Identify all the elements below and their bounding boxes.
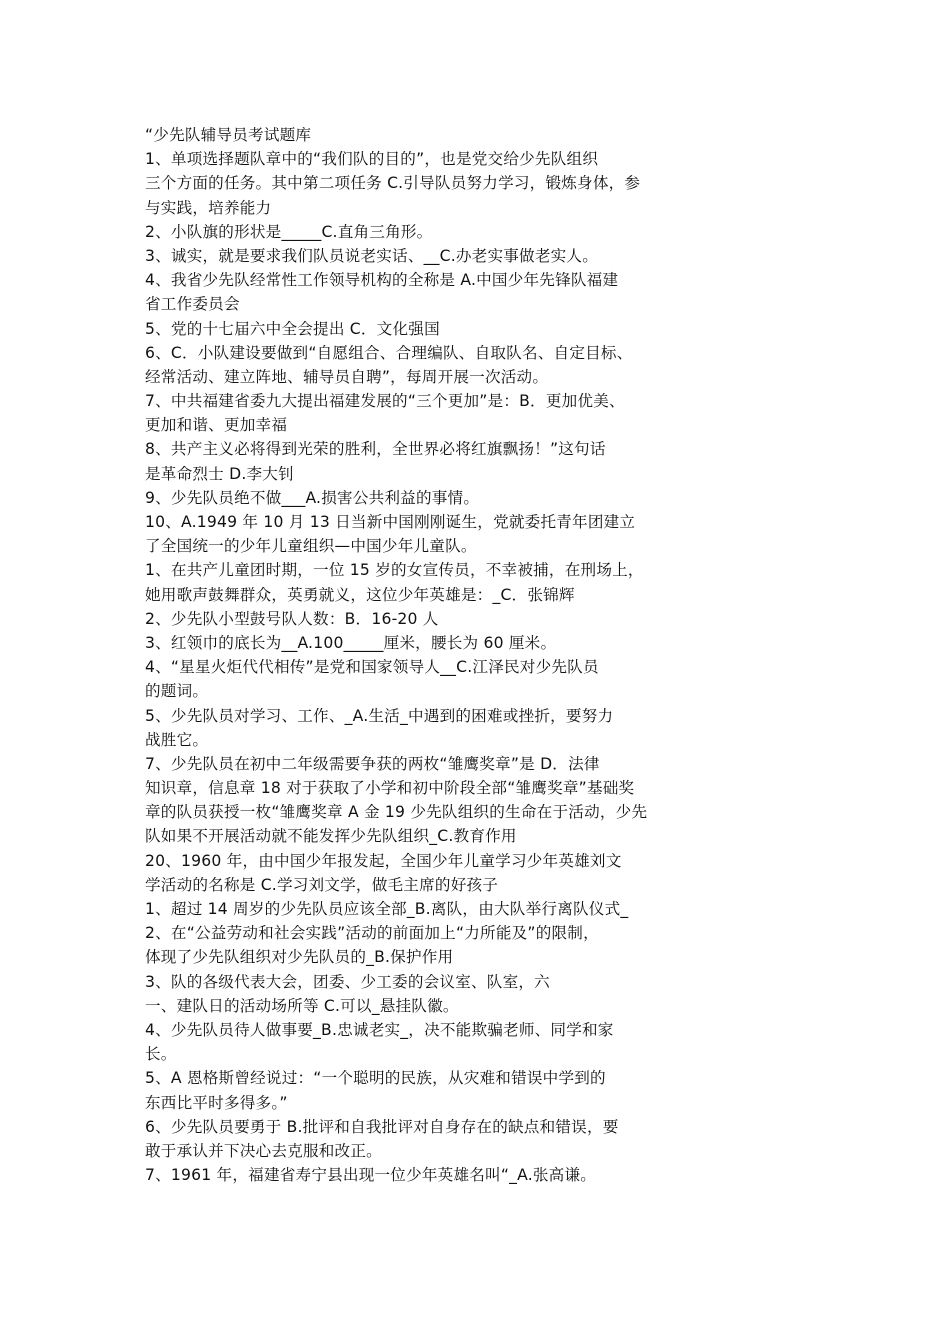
- text-line: 5、A 恩格斯曾经说过：“一个聪明的民族，从灾难和错误中学到的: [145, 1069, 606, 1088]
- text-line: 三个方面的任务。其中第二项任务 C.引导队员努力学习，锻炼身体，参: [145, 174, 641, 193]
- text-line: 3、队的各级代表大会，团委、少工委的会议室、队室，六: [145, 972, 550, 991]
- text-line: 战胜它。: [145, 730, 209, 749]
- text-line: 章的队员获授一枚“雏鹰奖章 A 金 19 少先队组织的生命在于活动，少先: [145, 803, 648, 822]
- text-line: 5、党的十七届六中全会提出 C．文化强国: [145, 319, 440, 338]
- text-line: 2、少先队小型鼓号队人数：B．16-20 人: [145, 609, 439, 628]
- text-line: 6、C．小队建设要做到“自愿组合、合理编队、自取队名、自定目标、: [145, 343, 633, 362]
- text-line: 队如果不开展活动就不能发挥少先队组织_C.教育作用: [145, 827, 517, 846]
- text-line: 1、超过 14 周岁的少先队员应该全部_B.离队，由大队举行离队仪式_: [145, 900, 629, 918]
- text-line: 与实践，培养能力: [145, 198, 272, 217]
- text-line: 了全国统一的少年儿童组织—中国少年儿童队。: [145, 537, 477, 556]
- text-line: 的题词。: [145, 682, 209, 701]
- text-line: 2、在“公益劳动和社会实践”活动的前面加上“力所能及”的限制，: [145, 924, 599, 943]
- text-line: 2、小队旗的形状是_____C.直角三角形。: [145, 222, 433, 241]
- document-body: [145, 123, 785, 1187]
- text-line: 8、共产主义必将得到光荣的胜利，全世界必将红旗飘扬！”这句话: [145, 440, 606, 459]
- text-line: 经常活动、建立阵地、辅导员自聘”，每周开展一次活动。: [145, 367, 549, 386]
- text-line: 学活动的名称是 C.学习刘文学，做毛主席的好孩子: [145, 875, 499, 894]
- text-line: 知识章，信息章 18 对于获取了小学和初中阶段全部“雏鹰奖章”基础奖: [145, 779, 635, 798]
- text-line: 一、建队日的活动场所等 C.可以_悬挂队徽。: [145, 996, 459, 1015]
- text-line: 省工作委员会: [145, 295, 240, 314]
- text-line: 10、A.1949 年 10 月 13 日当新中国刚刚诞生，党就委托青年团建立: [145, 513, 636, 531]
- text-line: 4、少先队员待人做事要_B.忠诚老实_，决不能欺骗老师、同学和家: [145, 1020, 614, 1039]
- text-line: 3、红领巾的底长为__A.100_____厘米，腰长为 60 厘米。: [145, 633, 557, 652]
- text-line: 是革命烈士 D.李大钊: [145, 464, 294, 483]
- text-line: 东西比平时多得多。”: [145, 1093, 288, 1112]
- text-line: 5、少先队员对学习、工作、_A.生活_中遇到的困难或挫折，要努力: [145, 706, 614, 725]
- text-line: 4、“星星火炬代代相传”是党和国家领导人__C.江泽民对少先队员: [145, 658, 599, 677]
- text-line: 更加和谐、更加幸福: [145, 416, 288, 435]
- text-line: 20、1960 年，由中国少年报发起，全国少年儿童学习少年英雄刘文: [145, 851, 622, 870]
- text-line: 9、少先队员绝不做___A.损害公共利益的事情。: [145, 488, 480, 507]
- text-line: 7、1961 年，福建省寿宁县出现一位少年英雄名叫“_A.张高谦。: [145, 1166, 597, 1185]
- text-line: 7、中共福建省委九大提出福建发展的“三个更加”是：B．更加优美、: [145, 392, 625, 411]
- text-line: 长。: [145, 1045, 177, 1064]
- text-line: 体现了少先队组织对少先队员的_B.保护作用: [145, 948, 454, 967]
- text-line: 3、诚实，就是要求我们队员说老实话、__C.办老实事做老实人。: [145, 246, 598, 265]
- text-line: 1、在共产儿童团时期，一位 15 岁的女宣传员，不幸被捕，在刑场上，: [145, 561, 644, 580]
- text-line: 7、少先队员在初中二年级需要争获的两枚“雏鹰奖章”是 D．法律: [145, 754, 600, 773]
- text-line: 6、少先队员要勇于 B.批评和自我批评对自身存在的缺点和错误，要: [145, 1117, 619, 1136]
- text-line: 4、我省少先队经常性工作领导机构的全称是 A.中国少年先锋队福建: [145, 271, 619, 290]
- text-line: 她用歌声鼓舞群众，英勇就义，这位少年英雄是：_C．张锦辉: [145, 585, 575, 604]
- text-line: 1、单项选择题队章中的“我们队的目的”，也是党交给少先队组织: [145, 150, 599, 169]
- text-line: 敢于承认并下决心去克服和改正。: [145, 1141, 382, 1160]
- document-title: “少先队辅导员考试题库: [145, 126, 312, 144]
